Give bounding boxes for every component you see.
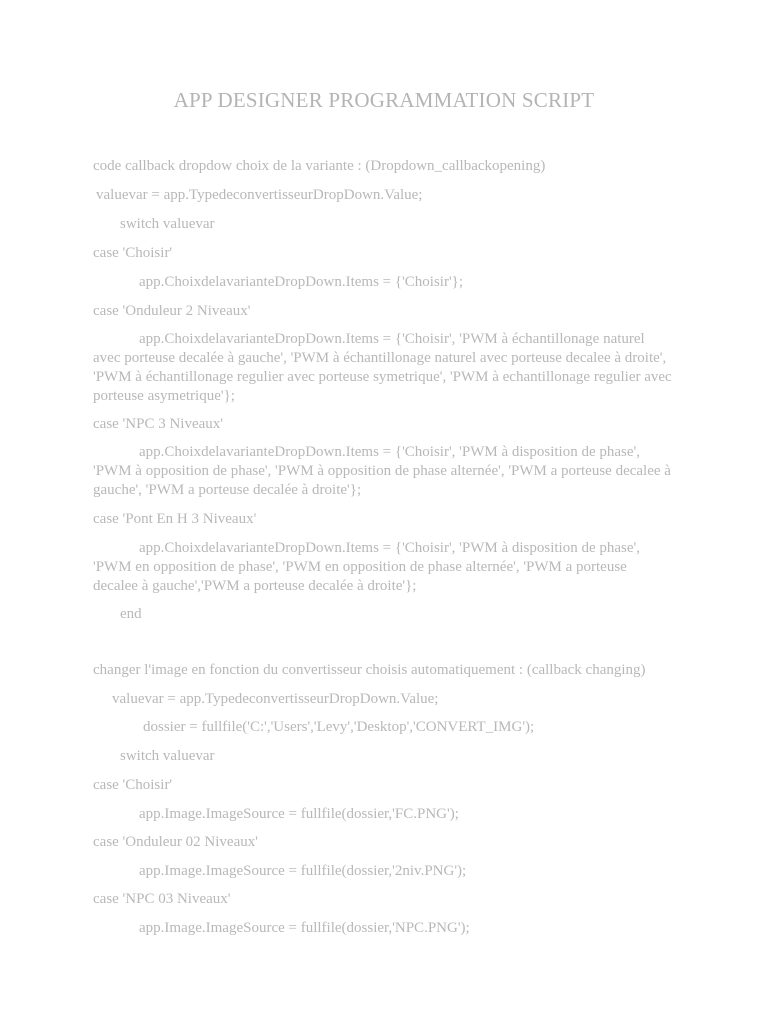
code-line-switch: switch valuevar: [120, 216, 215, 232]
code-line-image-onduleur: app.Image.ImageSource = fullfile(dossier,'2niv.PNG');: [139, 863, 467, 879]
document-title: APP DESIGNER PROGRAMMATION SCRIPT: [173, 88, 595, 112]
code-line-image-choisir: app.Image.ImageSource = fullfile(dossier,'FC.PNG');: [139, 806, 459, 822]
code-block-items-onduleur: app.ChoixdelavarianteDropDown.Items = {'Choisir', 'PWM à échantillonage naturel avec porteuse decalée à gauche', 'PWM à échantillonage naturel avec porteuse decalee à droite', 'PWM à échantillonage regulier avec porteuse symetrique', 'PWM à echantillonage regulier avec porteuse asymetrique'};: [93, 331, 672, 404]
code-line-case-choisir-2: case 'Choisir': [93, 777, 173, 793]
code-block-items-npc: app.ChoixdelavarianteDropDown.Items = {'Choisir', 'PWM à disposition de phase', 'PWM à opposition de phase', 'PWM à opposition de phase alternée', 'PWM a porteuse decalee à gauche', 'PWM a porteuse decalée à droite'};: [93, 444, 671, 498]
code-line-image-npc: app.Image.ImageSource = fullfile(dossier,'NPC.PNG');: [139, 920, 470, 936]
code-line-items-choisir: app.ChoixdelavarianteDropDown.Items = {'Choisir'};: [139, 274, 464, 290]
section2-heading: changer l'image en fonction du convertisseur choisis automatiquement : (callback changing): [93, 662, 646, 678]
code-line-dossier: dossier = fullfile('C:','Users','Levy','Desktop','CONVERT_IMG');: [143, 719, 535, 735]
code-line-case-npc-2: case 'NPC 03 Niveaux': [93, 891, 231, 907]
code-line-case-pont: case 'Pont En H 3 Niveaux': [93, 511, 257, 527]
code-line-switch-2: switch valuevar: [120, 748, 215, 764]
code-line-case-onduleur: case 'Onduleur 2 Niveaux': [93, 303, 251, 319]
code-line-case-onduleur-2: case 'Onduleur 02 Niveaux': [93, 834, 258, 850]
code-line-valuevar-2: valuevar = app.TypedeconvertisseurDropDown.Value;: [112, 691, 439, 707]
code-block-items-pont: app.ChoixdelavarianteDropDown.Items = {'Choisir', 'PWM à disposition de phase', 'PWM en opposition de phase', 'PWM en opposition de phase alternée', 'PWM a porteuse decalee à gauche','PWM a porteuse decalée à droite'};: [93, 540, 640, 594]
code-line-valuevar: valuevar = app.TypedeconvertisseurDropDown.Value;: [96, 187, 423, 203]
section1-heading: code callback dropdow choix de la variante : (Dropdown_callbackopening): [93, 158, 546, 174]
code-line-case-choisir: case 'Choisir': [93, 245, 173, 261]
code-line-end: end: [120, 606, 142, 622]
code-line-case-npc: case 'NPC 3 Niveaux': [93, 416, 223, 432]
